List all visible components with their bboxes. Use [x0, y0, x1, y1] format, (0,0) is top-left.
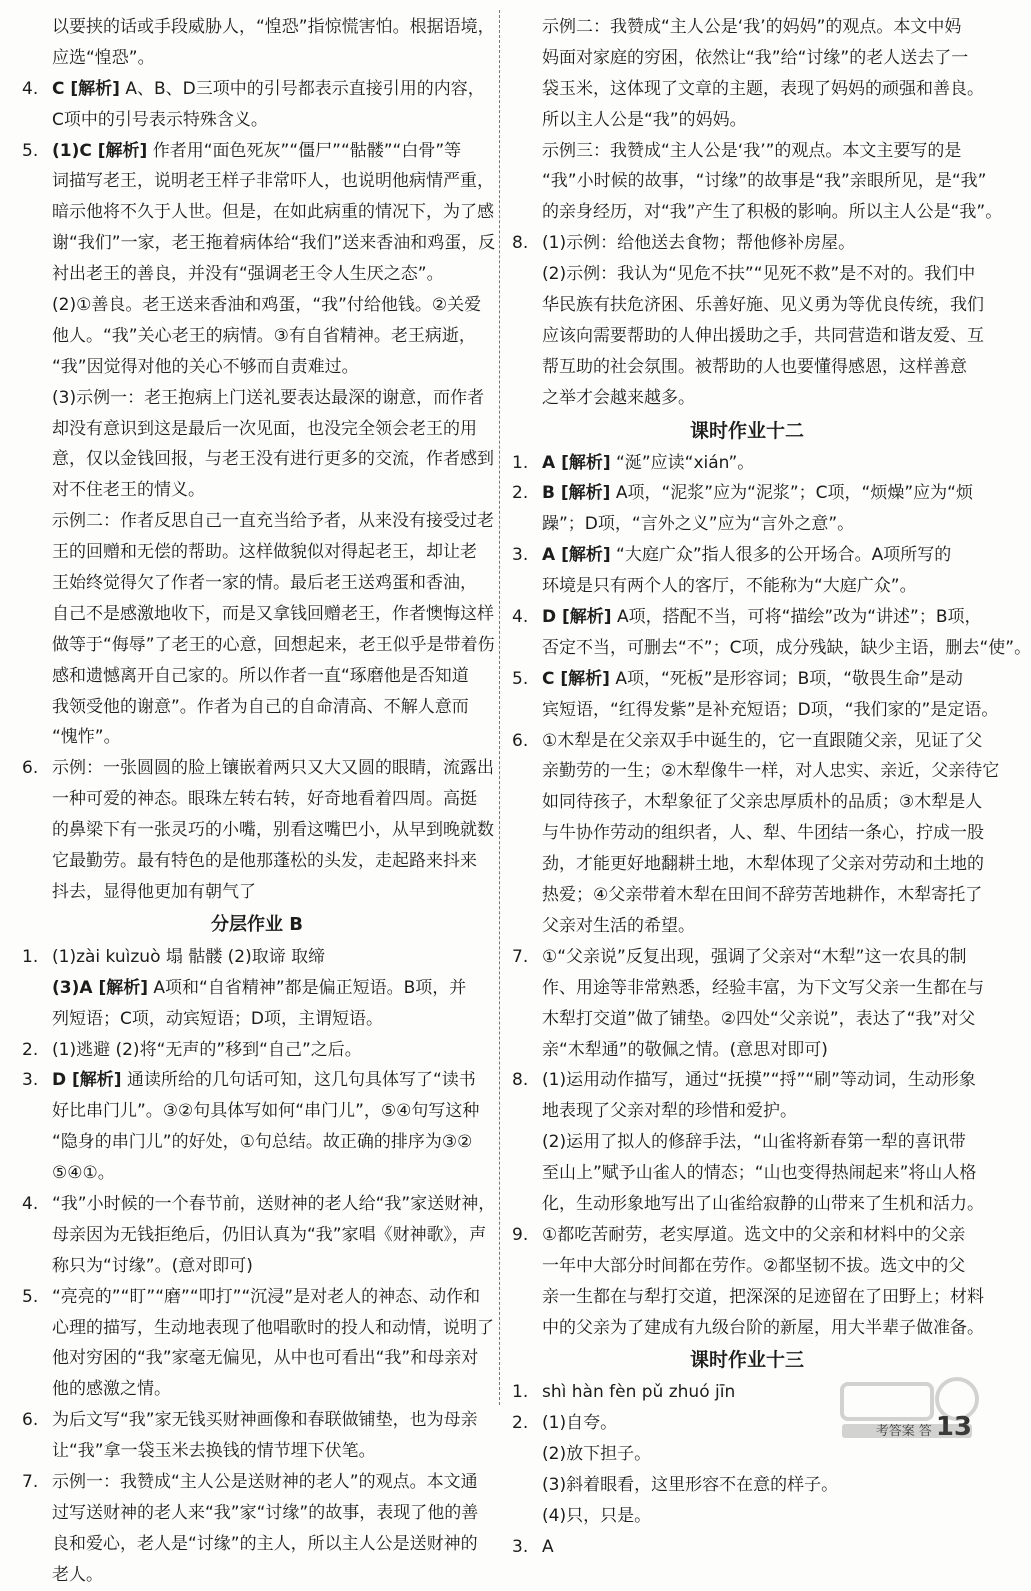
answer-line	[512, 136, 982, 167]
answer-text: 与牛协作劳动的组织者，人、犁、牛团结一条心，拧成一股	[542, 823, 984, 844]
item-number: 1.	[512, 1382, 529, 1403]
answer-text: 亲“木犁通”的敬佩之情。(意思对即可)	[542, 1039, 828, 1060]
answer-line	[22, 1158, 492, 1189]
answer-text: 衬出老王的善良，并没有“强调老王令人生厌之态”。	[52, 264, 444, 285]
answer-line	[22, 784, 492, 815]
answer-line	[512, 571, 982, 602]
page-footer	[876, 1412, 972, 1442]
answer-line	[512, 1004, 982, 1035]
answer-text: 抖去，显得他更加有朝气了	[52, 881, 256, 902]
item-number: 9.	[512, 1224, 529, 1245]
answer-text: 心理的描写，生动地表现了他唱歌时的投人和动情，说明了	[52, 1317, 494, 1338]
answer-text: 暗示他将不久于人世。但是，在如此病重的情况下，为了感	[52, 202, 494, 223]
answer-text: 否定不当，可删去“不”；C项，成分残缺，缺少主语，删去“使”。	[542, 637, 1031, 658]
answer-line	[22, 722, 492, 753]
answer-item	[22, 1035, 492, 1066]
answer-text: 却没有意识到这是最后一次见面，也没完全领会老王的用	[52, 418, 477, 439]
answer-line	[22, 1127, 492, 1158]
answer-text: 称只为“讨缘”。(意对即可)	[52, 1255, 253, 1276]
answer-item	[22, 942, 492, 973]
answer-line	[22, 43, 492, 74]
answer-line	[22, 166, 492, 197]
answer-text: 木犁打交道”做了铺垫。②四处“父亲说”，表达了“我”对父	[542, 1008, 976, 1029]
answer-text: 列短语；C项，动宾短语；D项，主谓短语。	[52, 1008, 383, 1029]
answer-text: 华民族有扶危济困、乐善好施、见义勇为等优良传统，我们	[542, 295, 984, 316]
item-number: 4.	[22, 1193, 39, 1214]
item-number: 3.	[512, 545, 529, 566]
answer-line	[512, 973, 982, 1004]
answer-text: A项，“死板”是形容词；B项，“敬畏生命”是动	[615, 668, 963, 689]
answer-text: 躁”；D项，“言外之义”应为“言外之意”。	[542, 514, 855, 535]
answer-line	[512, 383, 982, 414]
answer-text: 良和爱心，老人是“讨缘”的主人，所以主人公是送财神的	[52, 1533, 478, 1554]
answer-text: 帮互助的社会氛围。被帮助的人也要懂得感恩，这样善意	[542, 356, 967, 377]
answer-line	[22, 352, 492, 383]
answer-text: 好比串门儿”。③②句具体写如何“串门儿”，⑤④句写这种	[52, 1101, 480, 1122]
answer-line	[22, 973, 492, 1004]
answer-text: 他对穷困的“我”家毫无偏见，从中也可看出“我”和母亲对	[52, 1348, 479, 1369]
answer-text: (2)运用了拟人的修辞手法，“山雀将新春第一犁的喜讯带	[542, 1132, 966, 1153]
answer-tag: C [解析]	[542, 668, 610, 689]
answer-text: “隐身的串门儿”的好处，①句总结。故正确的排序为③②	[52, 1132, 473, 1153]
answer-line	[512, 509, 982, 540]
item-number: 2.	[22, 1039, 39, 1060]
answer-line	[22, 506, 492, 537]
answer-item	[22, 136, 492, 167]
answer-item	[22, 753, 492, 784]
item-number: 1.	[22, 946, 39, 967]
answer-line	[512, 1439, 982, 1470]
left-column	[22, 12, 496, 1591]
answer-line	[22, 877, 492, 908]
answer-line	[512, 12, 982, 43]
answer-line	[512, 1470, 982, 1501]
answer-line	[22, 259, 492, 290]
answer-text: 环境是只有两个人的客厅，不能称为“大庭广众”。	[542, 576, 917, 597]
answer-text: 示例一：我赞成“主人公是送财神的老人”的观点。本文通	[52, 1471, 478, 1492]
answer-item	[22, 1467, 492, 1498]
answer-text: 示例二：作者反思自己一直充当给予者，从来没有接受过老	[52, 511, 494, 532]
answer-item	[512, 448, 982, 479]
answer-line	[22, 105, 492, 136]
answer-tag: C [解析]	[52, 78, 120, 99]
answer-item	[512, 664, 982, 695]
answer-line	[512, 1127, 982, 1158]
answer-tag: D [解析]	[52, 1070, 122, 1091]
answer-line	[22, 1498, 492, 1529]
answer-line	[22, 383, 492, 414]
answer-text: 的亲身经历，对“我”产生了积极的影响。所以主人公是“我”。	[542, 202, 1003, 223]
answer-text: “我”因觉得对他的关心不够而自责难过。	[52, 356, 359, 377]
answer-text: 老人。	[52, 1564, 103, 1585]
answer-item	[22, 1065, 492, 1096]
answer-item	[512, 602, 982, 633]
answer-line	[22, 321, 492, 352]
answer-text: 作、用途等非常熟悉，经验丰富，为下文写父亲一生都在与	[542, 977, 984, 998]
answer-item	[22, 1405, 492, 1436]
answer-text: ①木犁是在父亲双手中诞生的，它一直跟随父亲，见证了父	[542, 730, 983, 751]
answer-text: 化，生动形象地写出了山雀给寂静的山带来了生机和活力。	[542, 1193, 984, 1214]
answer-line	[512, 818, 982, 849]
answer-text: 做等于“侮辱”了老王的心意，回想起来，老王似乎是带着伤	[52, 634, 495, 655]
item-number: 5.	[22, 1286, 39, 1307]
item-number: 6.	[512, 730, 529, 751]
answer-text: 让“我”拿一袋玉米去换钱的情节埋下伏笔。	[52, 1441, 376, 1462]
answer-text: 母亲因为无钱拒绝后，仍旧认真为“我”家唱《财神歌》，声	[52, 1224, 487, 1245]
answer-text: “我”小时候的故事，“讨缘”的故事是“我”亲眼所见，是“我”	[542, 171, 987, 192]
answer-item	[512, 1220, 982, 1251]
answer-line	[22, 1251, 492, 1282]
answer-line	[22, 414, 492, 445]
answer-tag: (1)C [解析]	[52, 140, 148, 161]
answer-line	[22, 197, 492, 228]
answer-text: shì hàn fèn pǔ zhuó jīn	[542, 1382, 736, 1403]
answer-text: 感和遗憾离开自己家的。所以作者一直“琢磨他是否知道	[52, 665, 469, 686]
item-number: 6.	[22, 1410, 39, 1431]
answer-text: 地表现了父亲对犁的珍惜和爱护。	[542, 1101, 797, 1122]
answer-line	[512, 1096, 982, 1127]
answer-line	[512, 105, 982, 136]
answer-text: “愧怍”。	[52, 727, 121, 748]
answer-text: 热爱；④父亲带着木犁在田间不辞劳苦地耕作，木犁寄托了	[542, 885, 983, 906]
section-heading: 分层作业 B	[211, 913, 303, 935]
answer-line	[512, 695, 999, 726]
answer-text: (3)示例一：老王抱病上门送礼要表达最深的谢意，而作者	[52, 387, 485, 408]
answer-text: A、B、D三项中的引号都表示直接引用的内容，	[125, 78, 485, 99]
answer-text: (1)运用动作描写，通过“抚摸”“捋”“刷”等动词，生动形象	[542, 1070, 976, 1091]
answer-item	[22, 1189, 496, 1220]
answer-item	[512, 540, 982, 571]
answer-text: 过写送财神的老人来“我”家“讨缘”的故事，表现了他的善	[52, 1502, 479, 1523]
answer-text: (1)自夸。	[542, 1413, 618, 1434]
answer-line	[22, 1004, 492, 1035]
answer-tag: B [解析]	[542, 483, 611, 504]
answer-line	[512, 1251, 982, 1282]
answer-text: 为后文写“我”家无钱买财神画像和春联做铺垫，也为母亲	[52, 1410, 478, 1431]
answer-line	[512, 321, 982, 352]
answer-text: 应选“惶恐”。	[52, 47, 155, 68]
answer-item	[512, 1532, 982, 1563]
footer-label: 考答案	[875, 1424, 915, 1439]
answer-text: ⑤④①。	[52, 1163, 115, 1184]
answer-text: 以要挟的话或手段威胁人，“惶恐”指惊慌害怕。根据语境，	[52, 17, 495, 37]
answer-text: 谢“我们”一家，老王拖着病体给“我们”送来香油和鸡蛋，反	[52, 233, 496, 254]
item-number: 2.	[512, 483, 529, 504]
answer-text: 一年中大部分时间都在劳作。②都坚韧不拔。选文中的父	[542, 1255, 966, 1276]
answer-line	[512, 1501, 982, 1532]
answer-line	[22, 661, 492, 692]
item-number: 4.	[512, 607, 529, 628]
answer-line	[22, 1436, 492, 1467]
answer-text: 中的父亲为了建成有九级台阶的新屋，用大半辈子做准备。	[542, 1317, 984, 1338]
footer-answer-label: 答	[918, 1424, 932, 1439]
item-number: 3.	[512, 1536, 529, 1557]
answer-tag: D [解析]	[542, 607, 612, 628]
answer-text: 至山上”赋予山雀人的情态；“山也变得热闹起来”将山人格	[542, 1163, 977, 1184]
answer-line	[22, 1374, 492, 1405]
answer-text: A	[542, 1536, 554, 1557]
answer-line	[512, 1313, 982, 1344]
page-number: 13	[935, 1412, 972, 1442]
answer-line	[512, 880, 982, 911]
answer-item	[512, 726, 982, 757]
answer-line	[512, 1282, 982, 1313]
answer-line	[512, 1189, 982, 1220]
answer-line	[22, 568, 492, 599]
answer-line	[22, 692, 492, 723]
answer-text: “亮亮的”“盯”“磨”“叩打”“沉浸”是对老人的神态、动作和	[52, 1286, 481, 1307]
answer-text: 它最勤劳。最有特色的是他那蓬松的头发，走起路来抖来	[52, 851, 477, 872]
item-number: 4.	[22, 78, 39, 99]
answer-text: ①“父亲说”反复出现，强调了父亲对“木犁”这一农具的制	[542, 946, 967, 967]
item-number: 1.	[512, 452, 529, 473]
item-number: 8.	[512, 1070, 529, 1091]
answer-line	[22, 1343, 492, 1374]
answer-line	[512, 43, 982, 74]
answer-line	[512, 197, 1003, 228]
answer-text: 所以主人公是“我”的妈妈。	[542, 109, 747, 130]
answer-text: 宾短语，“红得发紫”是补充短语；D项，“我们家的”是定语。	[542, 699, 999, 720]
answer-line	[22, 537, 492, 568]
answer-item	[22, 74, 492, 105]
answer-text: 亲一生都在与犁打交道，把深深的足迹留在了田野上；材料	[542, 1286, 984, 1307]
answer-text: 之举才会越来越多。	[542, 387, 695, 408]
answer-text: “涎”应读“xián”。	[616, 452, 755, 473]
answer-line	[22, 1096, 492, 1127]
answer-tag: A [解析]	[542, 545, 611, 566]
answer-line	[22, 444, 492, 475]
item-number: 2.	[512, 1413, 529, 1434]
answer-line	[22, 846, 492, 877]
column-divider	[499, 10, 500, 1405]
item-number: 5.	[22, 140, 39, 161]
answer-text: 父亲对生活的希望。	[542, 915, 695, 936]
answer-line	[22, 228, 496, 259]
answer-line	[512, 787, 982, 818]
item-number: 7.	[512, 946, 529, 967]
answer-item	[512, 1377, 982, 1408]
answer-text: 对不住老王的情义。	[52, 480, 205, 501]
answer-text: 王的回赠和无偿的帮助。这样做貌似对得起老王，却让老	[52, 542, 477, 563]
answer-item	[512, 228, 982, 259]
section-heading: 课时作业十二	[689, 419, 804, 442]
answer-text: C项中的引号表示特殊含义。	[52, 109, 268, 130]
answer-text: 的鼻梁下有一张灵巧的小嘴，别看这嘴巴小，从早到晚就数	[52, 820, 494, 841]
answer-line	[22, 630, 495, 661]
answer-line	[22, 1220, 492, 1251]
answer-item	[22, 1282, 492, 1313]
answer-text: 示例三：我赞成“主人公是‘我’”的观点。本文主要写的是	[542, 140, 962, 161]
answer-text: 劲，才能更好地翻耕土地，木犁体现了父亲对劳动和土地的	[542, 854, 984, 875]
answer-text: 我领受他的谢意”。作者为自己的自命清高、不解人意而	[52, 696, 469, 717]
answer-text: (1)zài kuìzuò 塌 骷髅 (2)取谛 取缔	[52, 946, 326, 967]
answer-text: 妈面对家庭的穷困，依然让“我”给“讨缘”的老人送去了一	[542, 47, 969, 68]
answer-item	[512, 942, 982, 973]
answer-text: 他的感激之情。	[52, 1379, 171, 1400]
item-number: 8.	[512, 233, 529, 254]
item-number: 7.	[22, 1471, 39, 1492]
answer-text: 如同待孩子，木犁象征了父亲忠厚质朴的品质；③木犁是人	[542, 792, 983, 813]
answer-line	[512, 911, 982, 942]
answer-text: A项，搭配不当，可将“描绘”改为“讲述”；B项，	[616, 607, 982, 628]
answer-tag: (3)A [解析]	[52, 977, 148, 998]
answer-line	[512, 1035, 982, 1066]
answer-line	[512, 1158, 982, 1189]
answer-text: 自己不是感激地收下，而是又拿钱回赠老王，作者懊悔这样	[52, 603, 494, 624]
answer-line	[22, 12, 495, 43]
answer-text: 示例二：我赞成“主人公是‘我’的妈妈”的观点。本文中妈	[542, 17, 962, 37]
answer-line	[22, 1313, 492, 1344]
item-number: 5.	[512, 668, 529, 689]
answer-text: A项，“泥浆”应为“泥浆”；C项，“烦燥”应为“烦	[615, 483, 973, 504]
answer-line	[22, 815, 492, 846]
answer-item	[512, 478, 982, 509]
answer-text: (2)示例：我认为“见危不扶”“见死不救”是不对的。我们中	[542, 264, 976, 285]
answer-line	[512, 756, 1000, 787]
section-heading: 课时作业十三	[689, 1349, 804, 1372]
answer-text: (2)放下担子。	[542, 1444, 652, 1465]
answer-text: 词描写老王，说明老王样子非常吓人，也说明他病情严重，	[52, 171, 494, 192]
answer-line	[22, 599, 492, 630]
answer-text: A项和“自省精神”都是偏正短语。B项，并	[153, 977, 467, 998]
item-number: 3.	[22, 1070, 39, 1091]
answer-item	[512, 1065, 982, 1096]
answer-text: 他人。“我”关心老王的病情。③有自省精神。老王病逝，	[52, 325, 476, 346]
answer-line	[512, 633, 1031, 664]
answer-line	[22, 290, 492, 321]
answer-text: 一种可爱的神态。眼珠左转右转，好奇地看着四周。高挺	[52, 789, 477, 810]
answer-text: 通读所给的几句话可知，这几句具体写了“读书	[126, 1070, 476, 1091]
answer-text: 王始终觉得欠了作者一家的情。最后老王送鸡蛋和香油，	[52, 573, 477, 594]
answer-line	[512, 166, 987, 197]
answer-text: 应该向需要帮助的人伸出援助之手，共同营造和谐友爱、互	[542, 325, 984, 346]
answer-line	[512, 352, 982, 383]
answer-line	[22, 475, 492, 506]
answer-line	[22, 1560, 492, 1591]
answer-text: 意，仅以金钱回报，与老王没有进行更多的交流，作者感到	[52, 449, 494, 470]
answer-text: (2)①善良。老王送来香油和鸡蛋，“我”付给他钱。②关爱	[52, 295, 482, 316]
answer-line	[512, 290, 982, 321]
answer-text: “大庭广众”指人很多的公开场合。A项所写的	[616, 545, 952, 566]
answer-text: (1)逃避 (2)将“无声的”移到“自己”之后。	[52, 1039, 362, 1060]
answer-line	[512, 849, 982, 880]
item-number: 6.	[22, 758, 39, 779]
answer-text: 示例：一张圆圆的脸上镶嵌着两只又大又圆的眼睛，流露出	[52, 758, 494, 779]
answer-text: 袋玉米，这体现了文章的主题，表现了妈妈的顽强和善良。	[542, 78, 984, 99]
answer-text: (3)斜着眼看，这里形容不在意的样子。	[542, 1475, 839, 1496]
answer-line	[22, 1529, 492, 1560]
answer-line	[512, 74, 982, 105]
answer-tag: A [解析]	[542, 452, 611, 473]
answer-text: “我”小时候的一个春节前，送财神的老人给“我”家送财神，	[52, 1193, 496, 1214]
answer-text: 作者用“面色死灰”“僵尸”“骷髅”“白骨”等	[152, 140, 462, 161]
answer-text: ①都吃苦耐劳，老实厚道。选文中的父亲和材料中的父亲	[542, 1224, 966, 1245]
answer-text: (1)示例：给他送去食物；帮他修补房屋。	[542, 233, 856, 254]
right-column	[512, 12, 1031, 1563]
answer-text: 亲勤劳的一生；②木犁像牛一样，对人忠实、亲近，父亲待它	[542, 761, 1000, 782]
answer-text: (4)只，只是。	[542, 1505, 652, 1526]
answer-line	[512, 259, 982, 290]
